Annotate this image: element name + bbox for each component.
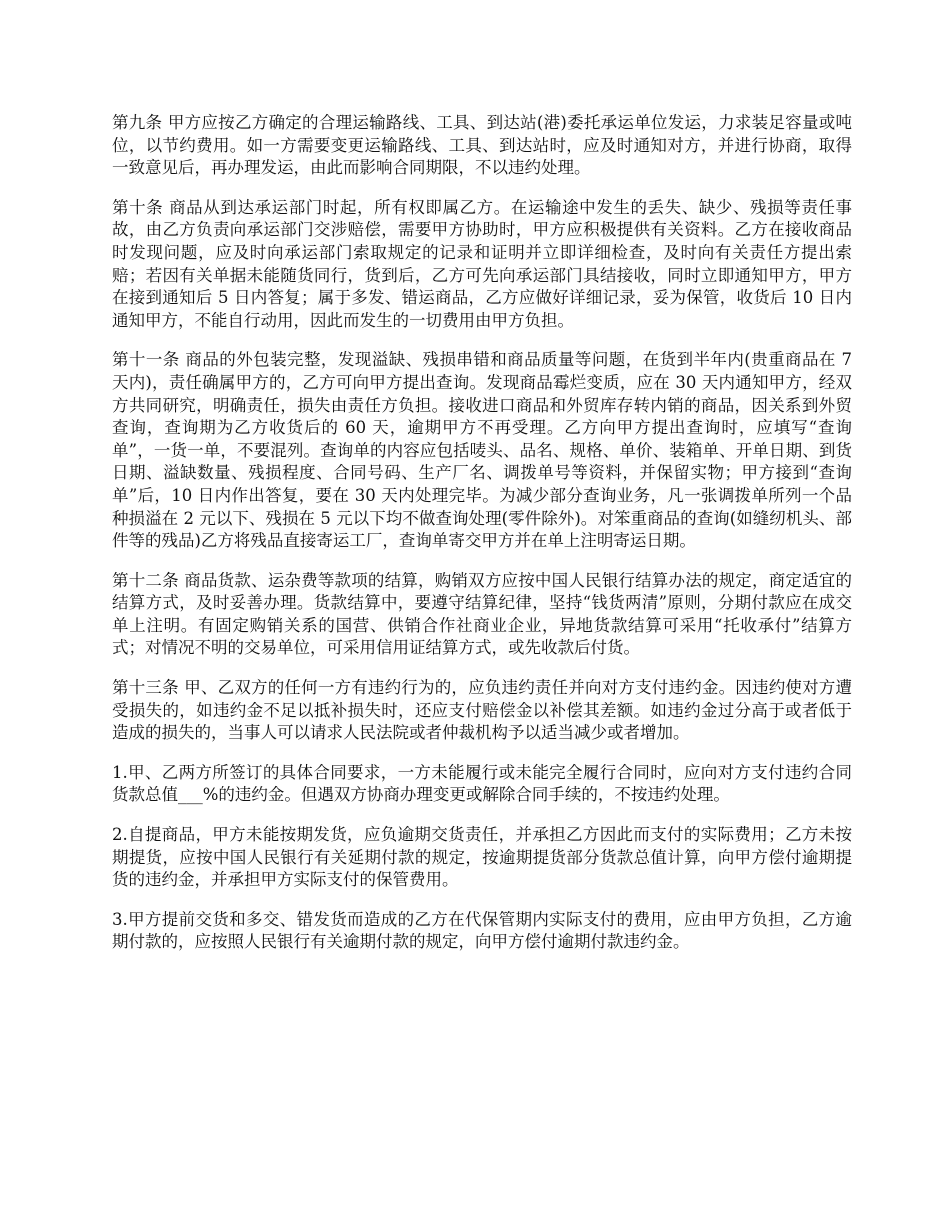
clause-2-paragraph: 2.自提商品，甲方未能按期发货，应负逾期交货责任，并承担乙方因此而支付的实际费用；乙方未按期提货，应按中国人民银行有关延期付款的规定，按逾期提货部分货款总值计算，向甲方偿付逾期提货的违约金，并承担甲方实际支付的保管费用。 [112, 825, 852, 890]
article-13-paragraph: 第十三条 甲、乙双方的任何一方有违约行为的，应负违约责任并向对方支付违约金。因违约使对方遭受损失的，如违约金不足以抵补损失时，还应支付赔偿金以补偿其差额。如违约金过分高于或者低于造成的损失的，当事人可以请求人民法院或者仲裁机构予以适当减少或者增加。 [112, 678, 852, 743]
article-10-paragraph: 第十条 商品从到达承运部门时起，所有权即属乙方。在运输途中发生的丢失、缺少、残损等责任事故，由乙方负责向承运部门交涉赔偿，需要甲方协助时，甲方应积极提供有关资料。乙方在接收商品时发现问题，应及时向承运部门索取规定的记录和证明并立即详细检查，及时向有关责任方提出索赔；若因有关单据未能随货同行，货到后，乙方可先向承运部门具结接收，同时立即通知甲方，甲方在接到通知后 5 日内答复；属于多发、错运商品，乙方应做好详细记录，妥为保管，收货后 10 日内通知甲方，不能自行动用，因此而发生的一切费用由甲方负担。 [112, 197, 852, 330]
article-11-paragraph: 第十一条 商品的外包装完整，发现溢缺、残损串错和商品质量等问题，在货到半年内(贵重商品在 7 天内)，责任确属甲方的，乙方可向甲方提出查询。发现商品霉烂变质，应在 30 天内通知甲方，经双方共同研究，明确责任，损失由责任方负担。接收进口商品和外贸库存转内销的商品，因关系到外贸查询，查询期为乙方收货后的 60 天，逾期甲方不再受理。乙方向甲方提出查询时，应填写“查询单”，一货一单，不要混列。查询单的内容应包括唛头、品名、规格、单价、装箱单、开单日期、到货日期、溢缺数量、残损程度、合同号码、生产厂名、调拨单号等资料，并保留实物；甲方接到“查询单”后，10 日内作出答复，要在 30 天内处理完毕。为减少部分查询业务，凡一张调拨单所列一个品种损溢在 2 元以下、残损在 5 元以下均不做查询处理(零件除外)。对笨重商品的查询(如缝纫机头、部件等的残品)乙方将残品直接寄运工厂，查询单寄交甲方并在单上注明寄运日期。 [112, 350, 852, 551]
article-9-paragraph: 第九条 甲方应按乙方确定的合理运输路线、工具、到达站(港)委托承运单位发运，力求装足容量或吨位，以节约费用。如一方需要变更运输路线、工具、到达站时，应及时通知对方，并进行协商，取得一致意见后，再办理发运，由此而影响合同期限，不以违约处理。 [112, 113, 852, 178]
article-12-paragraph: 第十二条 商品货款、运杂费等款项的结算，购销双方应按中国人民银行结算办法的规定，商定适宜的结算方式，及时妥善办理。货款结算中，要遵守结算纪律，坚持“钱货两清”原则，分期付款应在成交单上注明。有固定购销关系的国营、供销合作社商业企业，异地货款结算可采用“托收承付”结算方式；对情况不明的交易单位，可采用信用证结算方式，或先收款后付货。 [112, 570, 852, 658]
clause-1-paragraph: 1.甲、乙两方所签订的具体合同要求，一方未能履行或未能完全履行合同时，应向对方支付违约合同货款总值___%的违约金。但遇双方协商办理变更或解除合同手续的，不按违约处理。 [112, 762, 852, 805]
clause-3-paragraph: 3.甲方提前交货和多交、错发货而造成的乙方在代保管期内实际支付的费用，应由甲方负担，乙方逾期付款的，应按照人民银行有关逾期付款的规定，向甲方偿付逾期付款违约金。 [112, 909, 852, 952]
document-page [112, 112, 852, 971]
